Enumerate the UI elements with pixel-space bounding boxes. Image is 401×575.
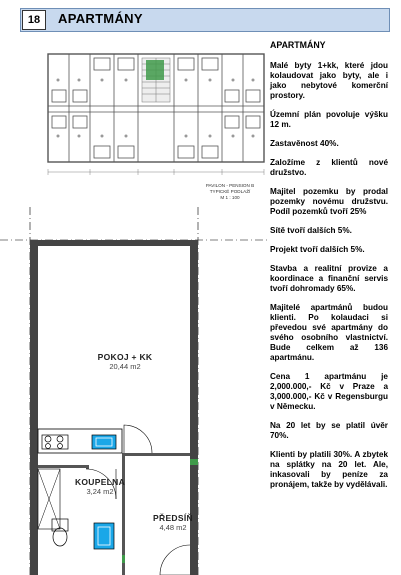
paragraph: Majitelé apartmánů budou klienti. Po kolaudaci si převedou své apartmány do svého osobního vlastnictví. Bude celkem až 136 apartmánu.	[270, 303, 388, 362]
floor-plan-typical	[46, 50, 266, 182]
room-label-predsin	[138, 513, 208, 532]
section-heading: APARTMÁNY	[270, 40, 326, 50]
room-area: 4,48 m2	[159, 523, 187, 532]
room-name: KOUPELNA	[74, 477, 126, 487]
room-label-pokoj	[70, 352, 180, 371]
paragraph: Na 20 let by se platil úvěr 70%.	[270, 421, 388, 440]
paragraph: Majitel pozemku by prodal pozemky novému družstvu. Podíl pozemků tvoří 25%	[270, 187, 388, 216]
room-name: POKOJ + KK	[97, 352, 153, 362]
caption-line: PAVILON - PENSION B	[205, 183, 255, 188]
paragraph: Sítě tvoří dalších 5%.	[270, 226, 352, 235]
paragraph: Malé byty 1+kk, které jdou kolaudovat jako byty, ale i jako nebytové komerční prostory.	[270, 61, 388, 100]
paragraph: Cena 1 apartmánu je 2,000.000,- Kč v Praze a 3,000.000,- Kč v Regensburgu v Německu.	[270, 372, 388, 411]
paragraph: Stavba a realitní provize a koordinace a finanční servis tvoří dohromady 65%.	[270, 264, 388, 293]
paragraph: Zastavěnost 40%.	[270, 139, 339, 148]
page-title: APARTMÁNY	[58, 11, 143, 26]
floor-plan-caption	[200, 183, 260, 201]
page-number: 18	[22, 10, 46, 30]
room-area: 3,24 m2	[86, 487, 114, 496]
paragraph: Územní plán povoluje výšku 12 m.	[270, 110, 388, 129]
caption-line: TYPICKÉ PODLAŽÍ	[209, 189, 251, 194]
paragraph: Klienti by platili 30%. A zbytek na splátky na 20 let. Ale, inkasovali by peníze za pronájem, takže by vydělávali.	[270, 450, 388, 489]
room-area: 20,44 m2	[109, 362, 141, 371]
room-name: PŘEDSÍŇ	[153, 513, 193, 523]
paragraph: Založíme z klientů nové družstvo.	[270, 158, 388, 177]
apartment-plan	[0, 207, 268, 575]
caption-line: M 1 : 100	[220, 195, 240, 200]
description-column	[270, 40, 388, 499]
room-label-koupelna	[60, 477, 140, 496]
paragraph: Projekt tvoří dalších 5%.	[270, 245, 365, 254]
